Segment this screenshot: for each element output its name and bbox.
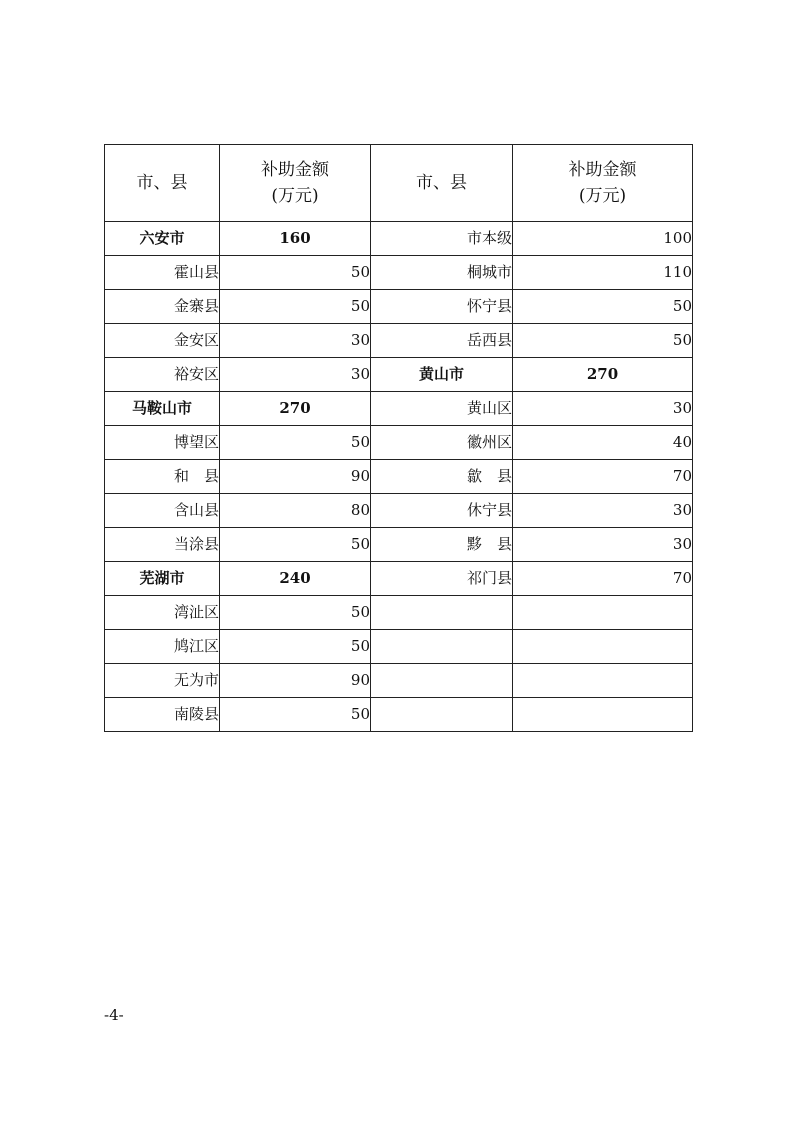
table-header [105,145,693,222]
city-name-cell: 马鞍山市 [105,392,220,426]
region-name-cell: 怀宁县 [371,290,513,324]
amount-cell: 70 [513,460,693,494]
amount-cell: 50 [513,324,693,358]
amount-cell: 50 [513,290,693,324]
amount-cell: 50 [220,630,371,664]
region-name-cell: 含山县 [105,494,220,528]
amount-cell: 70 [513,562,693,596]
city-amount-cell: 270 [220,392,371,426]
amount-cell: 90 [220,460,371,494]
table-row [105,324,693,358]
amount-cell [513,664,693,698]
header-region-left: 市、县 [105,145,220,222]
header-amount-right: 补助金额 (万元) [513,145,693,222]
table-row [105,256,693,290]
header-amount-left: 补助金额 (万元) [220,145,371,222]
amount-cell: 50 [220,596,371,630]
region-name-cell: 无为市 [105,664,220,698]
amount-cell: 100 [513,222,693,256]
region-name-cell [371,630,513,664]
region-name-cell: 金安区 [105,324,220,358]
subsidy-table [104,144,693,732]
region-name-cell: 歙 县 [371,460,513,494]
amount-cell: 40 [513,426,693,460]
region-name-cell [371,664,513,698]
city-amount-cell: 240 [220,562,371,596]
table-row [105,664,693,698]
amount-cell: 80 [220,494,371,528]
city-amount-cell: 270 [513,358,693,392]
table-body [105,222,693,732]
region-name-cell: 当涂县 [105,528,220,562]
amount-cell: 30 [220,358,371,392]
region-name-cell [371,596,513,630]
region-name-cell: 博望区 [105,426,220,460]
amount-cell [513,698,693,732]
region-name-cell: 和 县 [105,460,220,494]
region-name-cell: 徽州区 [371,426,513,460]
table-row [105,460,693,494]
table-row [105,630,693,664]
region-name-cell: 鸠江区 [105,630,220,664]
amount-cell: 110 [513,256,693,290]
amount-cell: 50 [220,290,371,324]
table-row [105,290,693,324]
amount-cell: 50 [220,698,371,732]
city-name-cell: 芜湖市 [105,562,220,596]
table-row [105,596,693,630]
region-name-cell: 裕安区 [105,358,220,392]
region-name-cell: 湾沚区 [105,596,220,630]
amount-cell: 90 [220,664,371,698]
table-row [105,358,693,392]
region-name-cell: 桐城市 [371,256,513,290]
amount-cell: 50 [220,426,371,460]
amount-cell: 30 [513,494,693,528]
table-row [105,426,693,460]
amount-cell: 50 [220,528,371,562]
region-name-cell: 霍山县 [105,256,220,290]
region-name-cell: 岳西县 [371,324,513,358]
table-row [105,494,693,528]
table-row [105,392,693,426]
region-name-cell [371,698,513,732]
region-name-cell: 黄山区 [371,392,513,426]
amount-cell: 30 [220,324,371,358]
region-name-cell: 南陵县 [105,698,220,732]
city-amount-cell: 160 [220,222,371,256]
city-name-cell: 黄山市 [371,358,513,392]
region-name-cell: 祁门县 [371,562,513,596]
amount-cell [513,596,693,630]
table-row [105,528,693,562]
amount-cell: 50 [220,256,371,290]
region-name-cell: 金寨县 [105,290,220,324]
amount-cell [513,630,693,664]
table-row [105,562,693,596]
header-row [105,145,693,222]
amount-cell: 30 [513,392,693,426]
region-name-cell: 黟 县 [371,528,513,562]
region-name-cell: 市本级 [371,222,513,256]
header-region-right: 市、县 [371,145,513,222]
amount-cell: 30 [513,528,693,562]
page-number: -4- [104,1006,124,1024]
table-row [105,222,693,256]
region-name-cell: 休宁县 [371,494,513,528]
city-name-cell: 六安市 [105,222,220,256]
table-row [105,698,693,732]
